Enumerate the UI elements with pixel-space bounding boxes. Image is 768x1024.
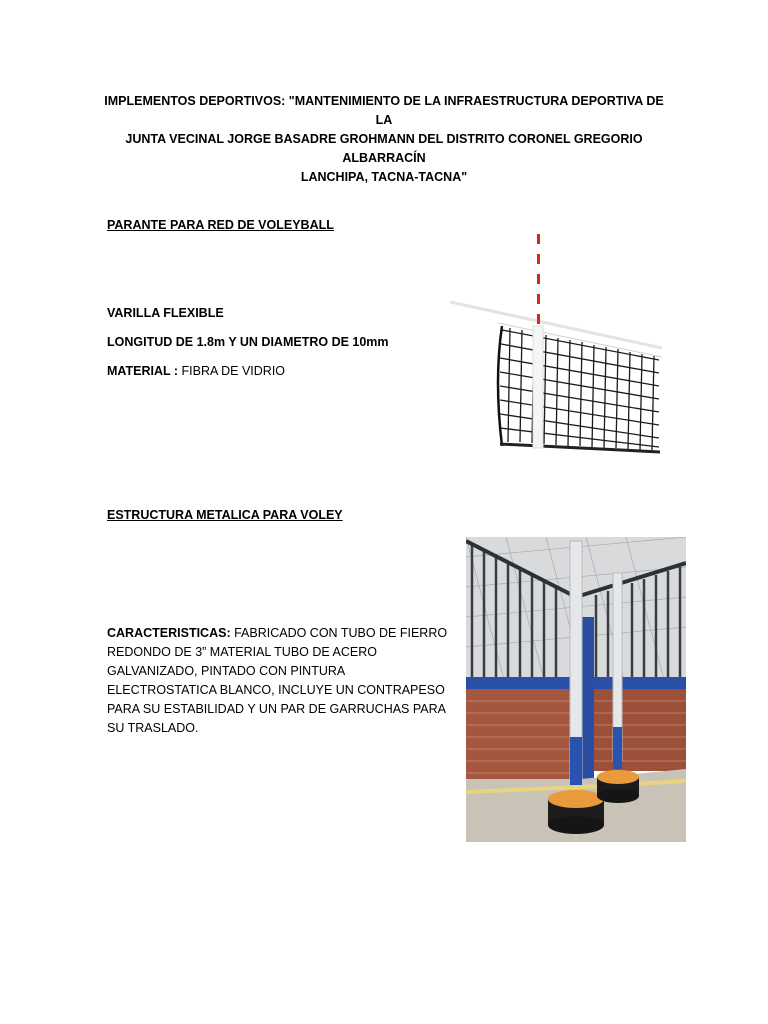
structure-description: CARACTERISTICAS: FABRICADO CON TUBO DE FIERRO REDONDO DE 3” MATERIAL TUBO DE ACERO GALVANIZADO, PINTADO CON PINTURA ELECTROSTATICA BLANCO, INCLUYE UN CONTRAPESO PARA SU ESTABILIDAD Y UN PAR DE GARRUCHAS PARA SU TRASLADO. [107, 626, 448, 735]
spec-flexible-rod: VARILLA FLEXIBLE [107, 306, 224, 320]
posts-illustration [466, 537, 686, 842]
spec-material: MATERIAL : FIBRA DE VIDRIO [107, 364, 286, 378]
volleyball-net-antenna-photo [450, 230, 662, 454]
section-heading-antenna: PARANTE PARA RED DE VOLEYBALL [107, 218, 334, 232]
document-title [100, 92, 668, 187]
title-line-3: LANCHIPA, TACNA-TACNA" [300, 170, 468, 184]
volleyball-posts-photo [466, 537, 686, 842]
spec-length-diameter: LONGITUD DE 1.8m Y UN DIAMETRO DE 10mm [107, 335, 389, 349]
net-antenna-illustration [450, 230, 662, 454]
title-line-2: JUNTA VECINAL JORGE BASADRE GROHMANN DEL DISTRITO CORONEL GREGORIO ALBARRACÍN [125, 132, 643, 165]
title-line-1: IMPLEMENTOS DEPORTIVOS: "MANTENIMIENTO DE LA INFRAESTRUCTURA DEPORTIVA DE LA [104, 94, 664, 127]
section-heading-structure: ESTRUCTURA METALICA PARA VOLEY [107, 508, 343, 522]
